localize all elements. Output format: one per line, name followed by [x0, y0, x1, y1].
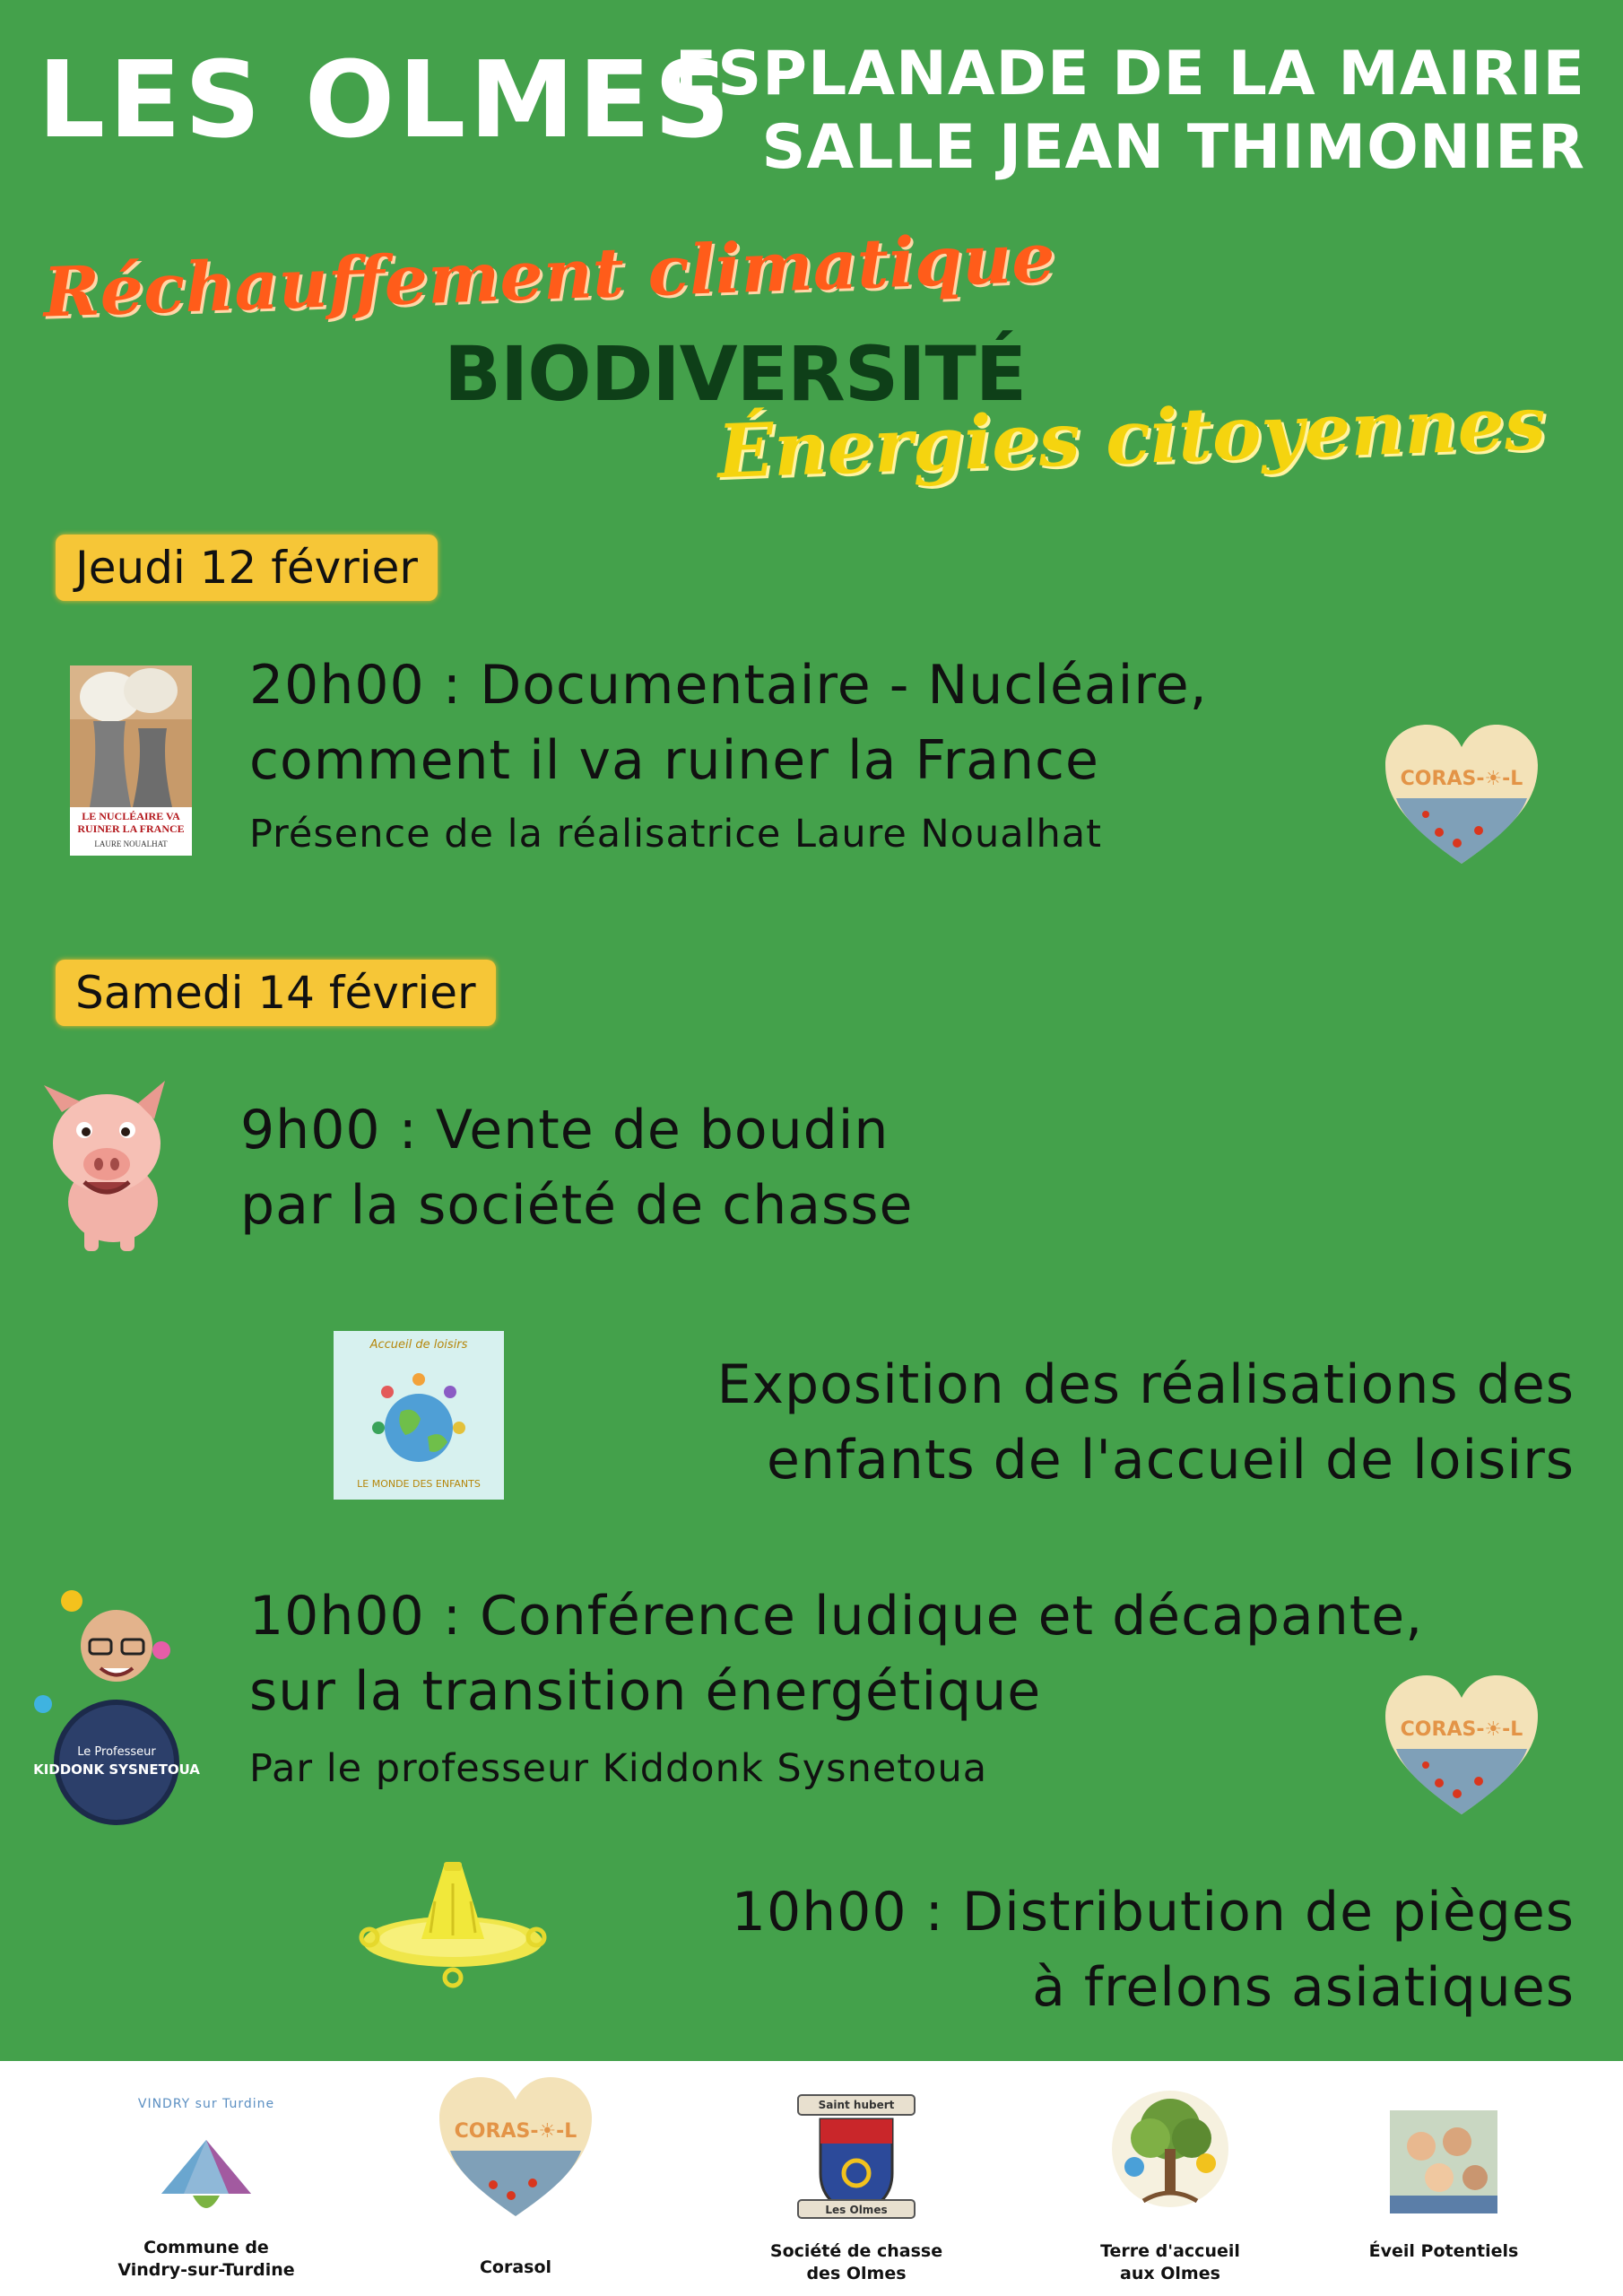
hunting-mark-top: Saint hubert	[818, 2099, 895, 2111]
event-conference-line-1: 10h00 : Conférence ludique et décapante,	[249, 1585, 1424, 1648]
partner-vindry-caption	[108, 2237, 305, 2282]
partner-vindry	[108, 2086, 305, 2283]
venue-line-1: ESPLANADE DE LA MAIRIE	[674, 39, 1585, 109]
partner-terre-caption	[1072, 2240, 1269, 2285]
partner-terre-line-2: aux Olmes	[1120, 2264, 1220, 2283]
event-documentary-line-2: comment il va ruiner la France	[249, 729, 1099, 792]
partners-footer	[0, 2061, 1623, 2296]
event-boudin-line-1: 9h00 : Vente de boudin	[240, 1099, 890, 1161]
event-traps-line-1: 10h00 : Distribution de pièges	[731, 1881, 1575, 1944]
heart-logo-icon	[1385, 725, 1538, 868]
partner-corasol-caption: Corasol	[479, 2257, 552, 2277]
professor-badge-big: KIDDONK SYSNETOUA	[33, 1761, 200, 1778]
corasol-heart-logo-2	[1385, 1675, 1538, 1819]
partner-hunting-caption	[753, 2240, 959, 2285]
children-photo-icon	[1390, 2110, 1497, 2213]
partner-hunting-line-2: des Olmes	[806, 2264, 907, 2283]
event-boudin-line-2: par la société de chasse	[240, 1174, 914, 1237]
poster-title-1: LE NUCLÉAIRE VA	[82, 810, 180, 822]
event-exhibition	[717, 1347, 1575, 1498]
poster-author: LAURE NOUALHAT	[94, 839, 168, 848]
leisure-center-logo	[334, 1331, 504, 1500]
event-documentary	[249, 648, 1208, 798]
theme-climate: Réchauffement climatique	[41, 217, 1056, 333]
page-title: LES OLMES	[38, 38, 734, 161]
corasol-heart-text-2: CORAS-☀-L	[1400, 1718, 1523, 1741]
event-exhibition-line-2: enfants de l'accueil de loisirs	[766, 1429, 1575, 1492]
hornet-trap-illustration	[359, 1857, 547, 1991]
professor-icon	[27, 1578, 206, 1830]
event-traps	[732, 1874, 1575, 2025]
partner-terre-accueil	[1072, 2079, 1269, 2290]
documentary-poster	[70, 665, 192, 856]
leisure-logo-bottom: LE MONDE DES ENFANTS	[357, 1478, 481, 1490]
professor-badge-small: Le Professeur	[77, 1745, 156, 1759]
hunting-mark-bottom: Les Olmes	[825, 2204, 888, 2216]
event-conference-subtitle: Par le professeur Kiddonk Sysnetoua	[249, 1746, 988, 1791]
heart-logo-icon	[1385, 1675, 1538, 1819]
partner-vindry-line-1: Commune de	[143, 2238, 269, 2257]
partner-hunting-line-1: Société de chasse	[769, 2241, 943, 2261]
tree-logo-icon	[1107, 2086, 1233, 2221]
date-saturday: Samedi 14 février	[56, 960, 496, 1026]
event-documentary-subtitle: Présence de la réalisatrice Laure Noualhat	[249, 812, 1102, 857]
partner-corasol-mark: CORAS-☀-L	[454, 2120, 577, 2143]
partner-eveil-potentiels	[1345, 2110, 1542, 2281]
event-exhibition-line-1: Exposition des réalisations des	[716, 1353, 1575, 1416]
professor-badge	[27, 1578, 206, 1830]
partner-vindry-line-2: Vindry-sur-Turdine	[117, 2260, 295, 2280]
vindry-mark: VINDRY sur Turdine	[137, 2097, 275, 2111]
corasol-heart-text: CORAS-☀-L	[1400, 768, 1523, 790]
hornet-trap-icon	[359, 1857, 547, 1991]
pig-illustration	[30, 1076, 183, 1256]
event-conference	[249, 1578, 1423, 1729]
corasol-heart-logo	[1385, 725, 1538, 868]
date-thursday: Jeudi 12 février	[56, 535, 438, 601]
venue-line-2: SALLE JEAN THIMONIER	[761, 112, 1585, 183]
partner-corasol	[421, 2077, 610, 2283]
venue	[675, 38, 1585, 185]
event-boudin	[240, 1092, 913, 1243]
event-conference-line-2: sur la transition énergétique	[249, 1660, 1042, 1723]
pig-icon	[30, 1076, 183, 1256]
event-documentary-line-1: 20h00 : Documentaire - Nucléaire,	[249, 654, 1208, 717]
leisure-logo-top: Accueil de loisirs	[369, 1338, 468, 1352]
event-traps-line-2: à frelons asiatiques	[1032, 1956, 1575, 2019]
theme-energy: Énergies citoyennes	[716, 379, 1548, 496]
poster-title-2: RUINER LA FRANCE	[77, 822, 185, 835]
partner-hunting-society	[753, 2079, 959, 2290]
heart-logo-icon	[439, 2077, 592, 2221]
partner-terre-line-1: Terre d'accueil	[1100, 2241, 1240, 2261]
partner-eveil-caption: Éveil Potentiels	[1368, 2241, 1519, 2261]
globe-children-icon	[365, 1365, 473, 1473]
theme-biodiversity: BIODIVERSITÉ	[444, 330, 1027, 418]
